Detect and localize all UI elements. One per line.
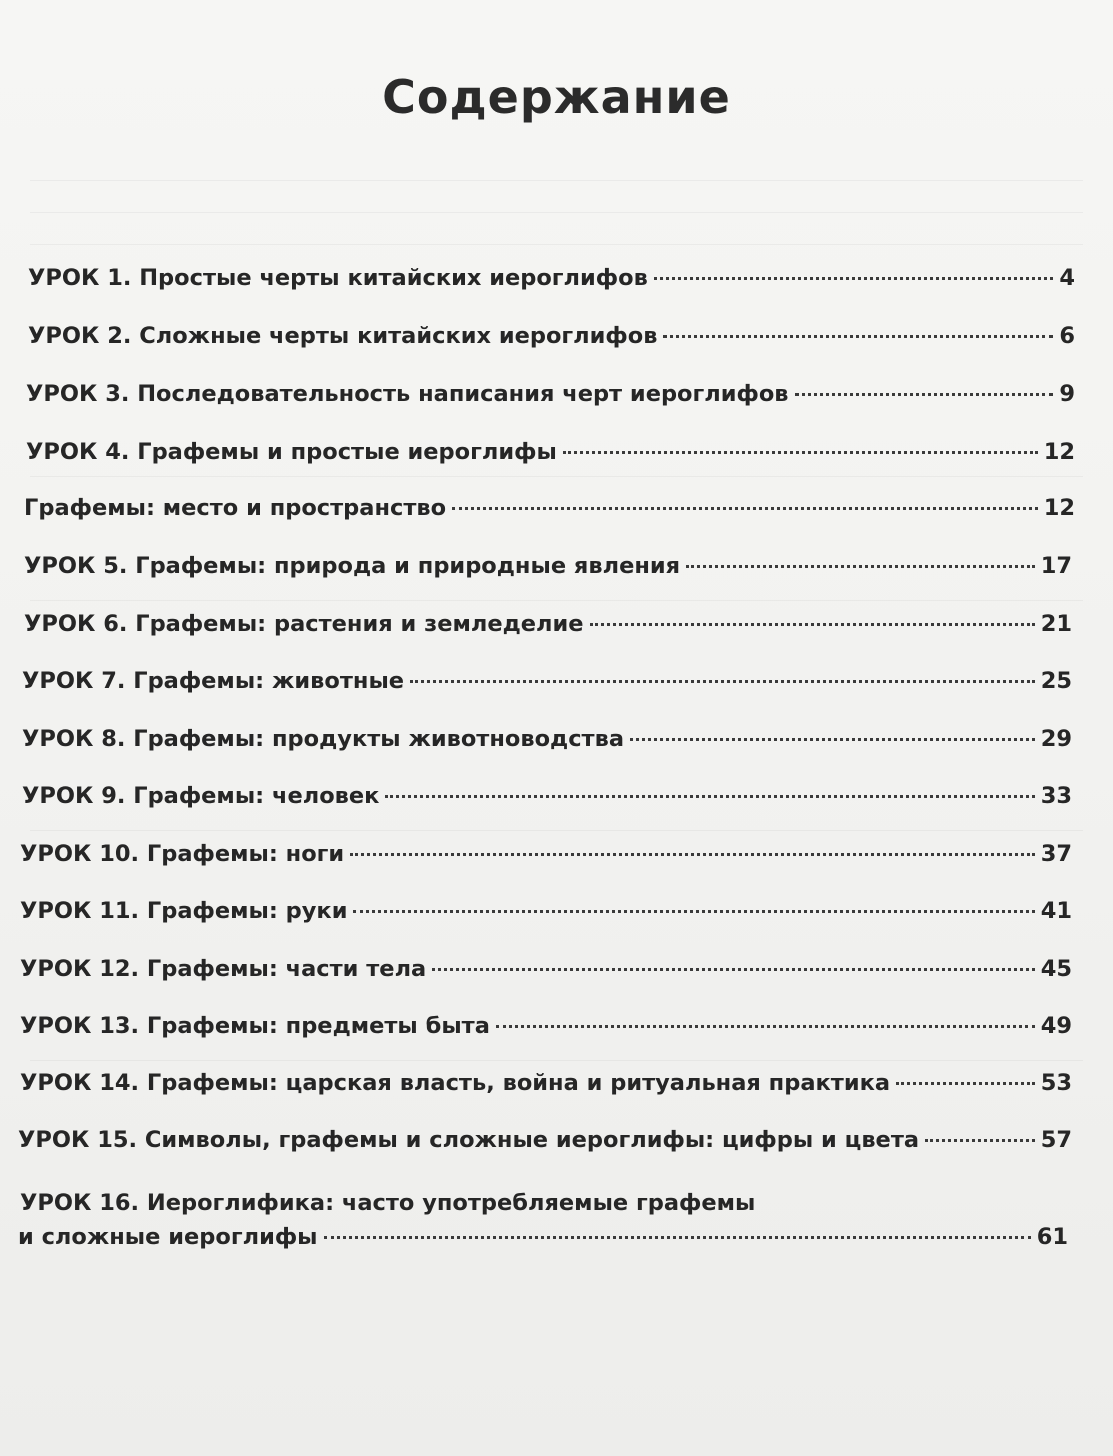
leader-dots (324, 1236, 1031, 1239)
toc-page-number: 21 (1040, 611, 1072, 637)
toc-entry-label: УРОК 8. Графемы: продукты животноводства (22, 726, 625, 752)
toc-entry-label: УРОК 1. Простые черты китайских иероглифов (28, 265, 648, 291)
toc-page-number: 49 (1040, 1013, 1072, 1039)
leader-dots (496, 1025, 1035, 1028)
toc-entry-9[interactable] (22, 726, 1072, 752)
toc-entry-label: Графемы: место и пространство (24, 495, 447, 521)
toc-entry-label: УРОК 4. Графемы и простые иероглифы (26, 439, 557, 465)
toc-entry-label: УРОК 13. Графемы: предметы быта (20, 1013, 490, 1039)
leader-dots (654, 277, 1054, 280)
toc-entry-label: УРОК 6. Графемы: растения и земледелие (24, 611, 584, 637)
toc-page-number: 6 (1059, 323, 1075, 349)
toc-page-number: 33 (1040, 783, 1072, 809)
toc-entry-1[interactable] (28, 265, 1075, 291)
leader-dots (686, 565, 1035, 568)
toc-entry-5[interactable] (24, 495, 1075, 521)
toc-entry-6[interactable] (24, 553, 1072, 579)
toc-page-number: 17 (1040, 553, 1072, 579)
leader-dots (563, 451, 1038, 454)
toc-entry-16-line1: УРОК 16. Иероглифика: часто употребляемые графемы (20, 1190, 756, 1216)
toc-page-number: 9 (1059, 381, 1075, 407)
toc-entry-7[interactable] (24, 611, 1072, 637)
toc-entry-14[interactable] (20, 1013, 1072, 1039)
toc-entry-10[interactable] (22, 783, 1072, 809)
leader-dots (385, 795, 1034, 798)
toc-page-number: 41 (1040, 898, 1072, 924)
toc-entry-label: УРОК 3. Последовательность написания черт иероглифов (26, 381, 789, 407)
toc-entry-11[interactable] (20, 841, 1072, 867)
toc-entry-label: УРОК 7. Графемы: животные (22, 668, 405, 694)
toc-page-number: 25 (1040, 668, 1072, 694)
leader-dots (630, 738, 1035, 741)
toc-page-number: 29 (1040, 726, 1072, 752)
leader-dots (896, 1082, 1035, 1085)
toc-entry-8[interactable] (22, 668, 1072, 694)
toc-entry-13[interactable] (20, 956, 1072, 982)
leader-dots (410, 680, 1035, 683)
toc-entry-12[interactable] (20, 898, 1072, 924)
toc-entry-15[interactable] (20, 1070, 1072, 1096)
leader-dots (432, 968, 1034, 971)
toc-page-number: 57 (1040, 1127, 1072, 1153)
leader-dots (925, 1139, 1035, 1142)
toc-entry-label: УРОК 15. Символы, графемы и сложные иероглифы: цифры и цвета (18, 1127, 920, 1153)
toc-page-number: 12 (1043, 495, 1075, 521)
toc-page-number: 61 (1036, 1224, 1068, 1250)
toc-entry-label: УРОК 9. Графемы: человек (22, 783, 380, 809)
toc-page-number: 12 (1043, 439, 1075, 465)
leader-dots (350, 853, 1035, 856)
toc-page-number: 37 (1040, 841, 1072, 867)
toc-entry-label: УРОК 10. Графемы: ноги (20, 841, 345, 867)
toc-entry-4[interactable] (26, 439, 1075, 465)
toc-page-number: 4 (1059, 265, 1075, 291)
leader-dots (795, 393, 1054, 396)
page-title: Содержание (382, 70, 731, 124)
toc-page-number: 53 (1040, 1070, 1072, 1096)
toc-entry-label: УРОК 12. Графемы: части тела (20, 956, 427, 982)
toc-entry-3[interactable] (26, 381, 1075, 407)
leader-dots (353, 910, 1034, 913)
toc-entry-16[interactable] (18, 1127, 1072, 1153)
toc-entry-label: УРОК 2. Сложные черты китайских иероглифов (28, 323, 658, 349)
toc-entry-16-line2: и сложные иероглифы (18, 1224, 318, 1250)
leader-dots (663, 335, 1053, 338)
leader-dots (452, 507, 1038, 510)
toc-entry-label: УРОК 5. Графемы: природа и природные явления (24, 553, 681, 579)
toc-page-number: 45 (1040, 956, 1072, 982)
toc-entry-label: УРОК 11. Графемы: руки (20, 898, 348, 924)
toc-entry-label: УРОК 14. Графемы: царская власть, война и ритуальная практика (20, 1070, 891, 1096)
toc-entry-2[interactable] (28, 323, 1075, 349)
leader-dots (590, 623, 1035, 626)
